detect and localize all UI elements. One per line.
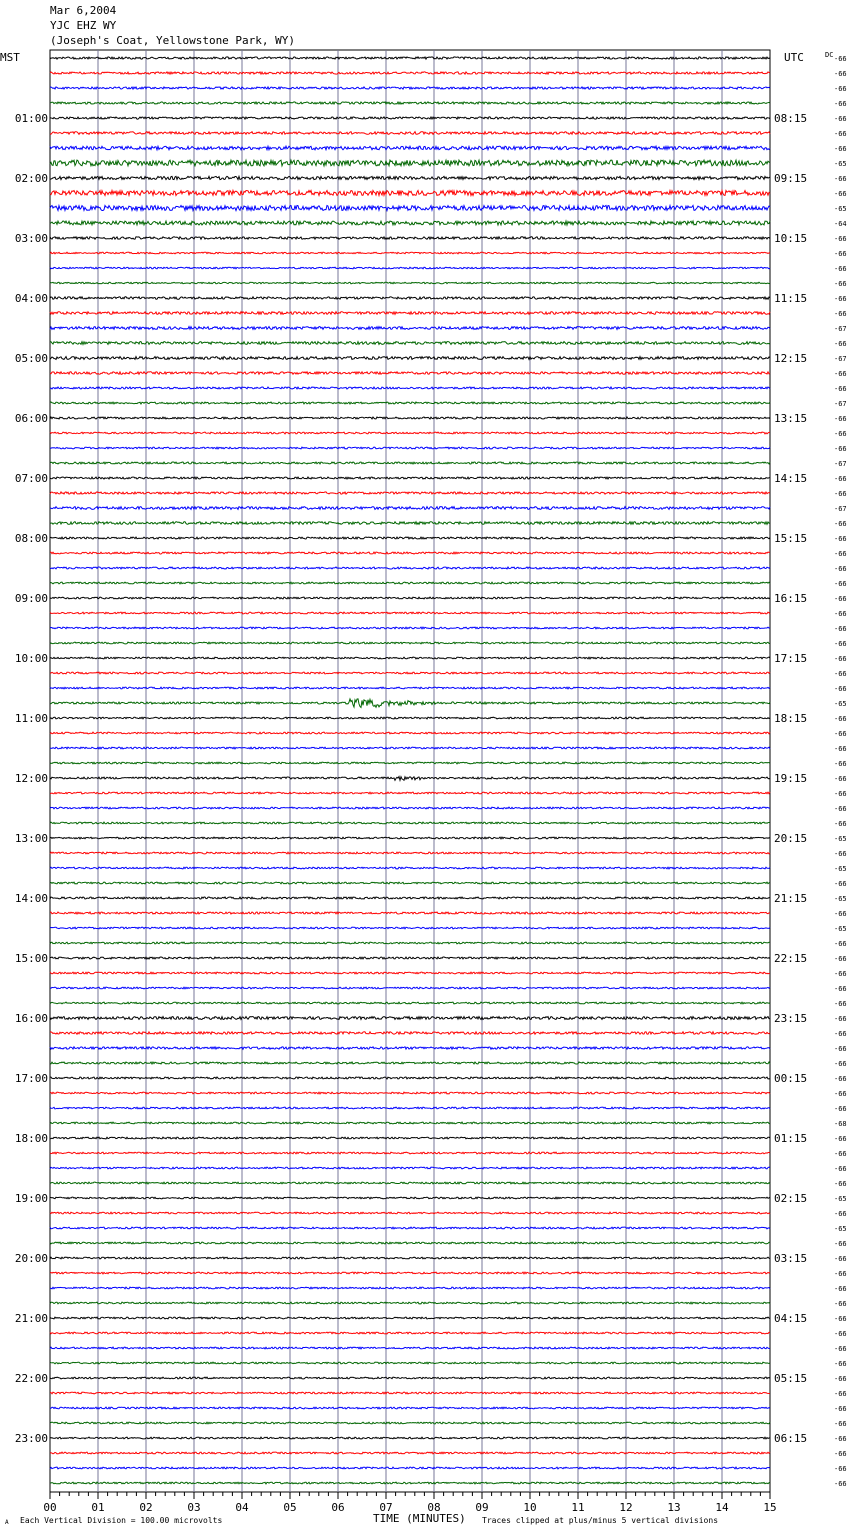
utc-hour-label: 22:15	[774, 952, 808, 965]
dc-value-label: -66	[834, 385, 847, 393]
seismic-trace	[50, 717, 770, 719]
seismic-trace	[50, 1077, 770, 1079]
dc-value-label: -66	[834, 535, 847, 543]
dc-value-label: -66	[834, 340, 847, 348]
utc-axis-label: UTC	[784, 51, 804, 64]
utc-hour-label: 23:15	[774, 1012, 808, 1025]
mst-hour-label: 18:00	[14, 1132, 48, 1145]
dc-value-label: -66	[834, 1315, 847, 1323]
dc-value-label: -66	[834, 580, 847, 588]
dc-value-label: -66	[834, 1345, 847, 1353]
seismic-trace	[50, 1257, 770, 1259]
seismic-trace	[50, 417, 770, 419]
seismic-trace	[50, 372, 770, 374]
dc-value-label: -66	[834, 1330, 847, 1338]
mst-hour-label: 09:00	[14, 592, 48, 605]
seismic-trace	[50, 687, 770, 689]
dc-value-label: -66	[834, 310, 847, 318]
x-axis-title: TIME (MINUTES)	[373, 1512, 466, 1525]
utc-hour-label: 19:15	[774, 772, 808, 785]
dc-value-label: -66	[834, 610, 847, 618]
mst-hour-label: 06:00	[14, 412, 48, 425]
dc-value-label: -66	[834, 1030, 847, 1038]
utc-hour-label: 09:15	[774, 172, 808, 185]
utc-hour-label: 20:15	[774, 832, 808, 845]
dc-value-label: -66	[834, 1420, 847, 1428]
mst-hour-label: 17:00	[14, 1072, 48, 1085]
seismic-trace	[50, 1107, 770, 1109]
utc-hour-label: 10:15	[774, 232, 808, 245]
seismic-trace	[50, 1062, 770, 1064]
seismic-trace	[50, 1002, 770, 1004]
seismic-trace	[50, 206, 770, 211]
dc-value-label: -66	[834, 850, 847, 858]
dc-value-label: -66	[834, 970, 847, 978]
seismic-trace	[50, 1272, 770, 1274]
mst-hour-label: 22:00	[14, 1372, 48, 1385]
dc-value-label: -66	[834, 280, 847, 288]
dc-value-label: -66	[834, 625, 847, 633]
seismic-trace	[50, 160, 770, 166]
dc-value-label: -66	[834, 1390, 847, 1398]
dc-value-label: -66	[834, 805, 847, 813]
dc-value-label: -66	[834, 1045, 847, 1053]
seismic-trace	[50, 537, 770, 539]
dc-value-label: -66	[834, 1435, 847, 1443]
utc-hour-label: 01:15	[774, 1132, 808, 1145]
x-tick-label: 15	[763, 1501, 777, 1514]
seismic-trace	[50, 221, 770, 225]
seismic-trace	[50, 582, 770, 584]
mst-hour-label: 15:00	[14, 952, 48, 965]
seismic-trace	[50, 1167, 770, 1169]
mst-hour-label: 14:00	[14, 892, 48, 905]
clip-note: Traces clipped at plus/minus 5 vertical divisions	[482, 1516, 719, 1525]
dc-value-label: -66	[834, 595, 847, 603]
seismic-trace	[50, 1377, 770, 1379]
dc-value-label: -67	[834, 325, 847, 333]
seismic-trace	[50, 1197, 770, 1199]
seismic-trace	[50, 72, 770, 74]
seismic-trace	[50, 1032, 770, 1034]
dc-value-label: -66	[834, 370, 847, 378]
seismic-trace	[50, 432, 770, 434]
mst-hour-label: 23:00	[14, 1432, 48, 1445]
seismic-trace	[50, 447, 770, 449]
seismic-trace	[50, 1392, 770, 1394]
dc-value-label: -66	[834, 115, 847, 123]
seismic-trace	[50, 1332, 770, 1334]
dc-value-label: -66	[834, 790, 847, 798]
mst-hour-label: 04:00	[14, 292, 48, 305]
seismic-trace	[50, 822, 770, 824]
seismic-trace	[50, 837, 770, 839]
dc-value-label: -66	[834, 1450, 847, 1458]
seismic-trace	[50, 57, 770, 59]
dc-value-label: -66	[834, 1060, 847, 1068]
seismic-trace	[50, 957, 770, 959]
dc-value-label: -65	[834, 1195, 847, 1203]
seismic-trace	[50, 477, 770, 479]
dc-value-label: -66	[834, 1255, 847, 1263]
dc-value-label: -66	[834, 565, 847, 573]
utc-hour-label: 17:15	[774, 652, 808, 665]
dc-value-label: -66	[834, 1465, 847, 1473]
seismic-trace	[50, 642, 770, 644]
seismic-trace	[50, 1437, 770, 1439]
dc-value-label: -66	[834, 1015, 847, 1023]
seismic-trace	[50, 792, 770, 794]
dc-value-label: -66	[834, 655, 847, 663]
seismic-trace	[50, 672, 770, 674]
mst-hour-label: 05:00	[14, 352, 48, 365]
seismic-trace	[50, 807, 770, 809]
dc-value-label: -66	[834, 715, 847, 723]
seismic-trace	[50, 402, 770, 404]
dc-value-label: -66	[834, 880, 847, 888]
seismic-trace	[50, 597, 770, 599]
dc-value-label: -66	[834, 1000, 847, 1008]
seismic-trace	[50, 552, 770, 554]
seismic-trace	[50, 942, 770, 944]
mst-hour-label: 16:00	[14, 1012, 48, 1025]
dc-value-label: -66	[834, 1090, 847, 1098]
header-station: YJC EHZ WY	[50, 19, 117, 32]
dc-value-label: -66	[834, 235, 847, 243]
mst-hour-label: 12:00	[14, 772, 48, 785]
x-tick-label: 04	[235, 1501, 249, 1514]
seismic-trace	[50, 927, 770, 929]
seismic-trace	[50, 987, 770, 989]
seismic-trace	[50, 1227, 770, 1229]
seismic-trace	[50, 1347, 770, 1349]
mst-hour-label: 03:00	[14, 232, 48, 245]
dc-value-label: -66	[834, 745, 847, 753]
x-tick-label: 07	[379, 1501, 393, 1514]
dc-value-label: -66	[834, 1270, 847, 1278]
x-tick-label: 09	[475, 1501, 489, 1514]
dc-value-label: -66	[834, 1105, 847, 1113]
seismic-trace	[50, 867, 770, 869]
seismic-trace	[50, 777, 770, 781]
mst-hour-label: 13:00	[14, 832, 48, 845]
dc-value-label: -66	[834, 55, 847, 63]
seismic-trace	[50, 1092, 770, 1094]
mst-axis-label: MST	[0, 51, 20, 64]
dc-value-label: -66	[834, 430, 847, 438]
mst-hour-label: 01:00	[14, 112, 48, 125]
seismic-trace	[50, 1182, 770, 1184]
dc-value-label: -66	[834, 775, 847, 783]
seismic-trace	[50, 1407, 770, 1409]
seismic-trace	[50, 327, 770, 330]
dc-value-label: -66	[834, 730, 847, 738]
x-tick-label: 13	[667, 1501, 681, 1514]
seismic-trace	[50, 312, 770, 315]
seismic-trace	[50, 522, 770, 525]
dc-value-label: -66	[834, 1240, 847, 1248]
dc-value-label: -66	[834, 955, 847, 963]
seismic-trace	[50, 852, 770, 854]
dc-value-label: -66	[834, 175, 847, 183]
utc-hour-label: 03:15	[774, 1252, 808, 1265]
mst-hour-label: 08:00	[14, 532, 48, 545]
dc-value-label: -67	[834, 400, 847, 408]
seismic-trace	[50, 882, 770, 884]
seismic-trace	[50, 1047, 770, 1049]
seismic-trace	[50, 252, 770, 254]
seismic-trace	[50, 1242, 770, 1244]
dc-value-label: -66	[834, 550, 847, 558]
dc-value-label: -66	[834, 70, 847, 78]
mst-hour-label: 11:00	[14, 712, 48, 725]
seismic-trace	[50, 627, 770, 629]
x-tick-label: 12	[619, 1501, 633, 1514]
dc-value-label: -66	[834, 1075, 847, 1083]
seismic-trace	[50, 387, 770, 389]
seismic-trace	[50, 1302, 770, 1304]
dc-value-label: -66	[834, 760, 847, 768]
x-tick-label: 00	[43, 1501, 57, 1514]
utc-hour-label: 00:15	[774, 1072, 808, 1085]
seismic-trace	[50, 1287, 770, 1289]
x-tick-label: 02	[139, 1501, 153, 1514]
dc-value-label: -66	[834, 265, 847, 273]
seismic-trace	[50, 1317, 770, 1319]
utc-hour-label: 11:15	[774, 292, 808, 305]
seismic-trace	[50, 912, 770, 914]
mst-hour-label: 10:00	[14, 652, 48, 665]
seismic-trace	[50, 267, 770, 269]
dc-value-label: -66	[834, 1165, 847, 1173]
header-location: (Joseph's Coat, Yellowstone Park, WY)	[50, 34, 296, 47]
seismic-trace	[50, 117, 770, 119]
dc-value-label: -66	[834, 295, 847, 303]
plot-frame	[50, 50, 770, 1492]
dc-value-label: -65	[834, 925, 847, 933]
seismic-trace	[50, 612, 770, 614]
dc-value-label: -65	[834, 1225, 847, 1233]
seismic-trace	[50, 507, 770, 510]
dc-value-label: -66	[834, 1180, 847, 1188]
seismic-trace	[50, 1212, 770, 1214]
seismic-trace	[50, 762, 770, 764]
header-date: Mar 6,2004	[50, 4, 117, 17]
dc-value-label: -66	[834, 685, 847, 693]
seismic-trace	[50, 132, 770, 135]
seismic-trace	[50, 747, 770, 749]
dc-value-label: -66	[834, 445, 847, 453]
mst-hour-label: 21:00	[14, 1312, 48, 1325]
dc-value-label: -68	[834, 1120, 847, 1128]
seismic-trace	[50, 1452, 770, 1454]
seismic-trace	[50, 342, 770, 345]
seismic-trace	[50, 191, 770, 196]
dc-value-label: -66	[834, 475, 847, 483]
dc-value-label: -66	[834, 820, 847, 828]
dc-value-label: -65	[834, 700, 847, 708]
dc-value-label: -66	[834, 1360, 847, 1368]
utc-hour-label: 16:15	[774, 592, 808, 605]
dc-value-label: -65	[834, 205, 847, 213]
dc-value-label: -66	[834, 910, 847, 918]
seismic-trace	[50, 237, 770, 239]
dc-value-label: -66	[834, 1285, 847, 1293]
mst-hour-label: 19:00	[14, 1192, 48, 1205]
utc-hour-label: 13:15	[774, 412, 808, 425]
dc-value-label: -65	[834, 865, 847, 873]
corner-mark: A	[5, 1519, 9, 1526]
seismic-trace	[50, 1422, 770, 1424]
mst-hour-label: 20:00	[14, 1252, 48, 1265]
seismic-trace	[50, 176, 770, 179]
seismic-trace	[50, 699, 770, 708]
utc-hour-label: 12:15	[774, 352, 808, 365]
x-tick-label: 06	[331, 1501, 345, 1514]
seismic-trace	[50, 1017, 770, 1020]
dc-value-label: -66	[834, 640, 847, 648]
dc-value-label: -66	[834, 940, 847, 948]
mst-hour-label: 02:00	[14, 172, 48, 185]
seismic-trace	[50, 282, 770, 284]
utc-hour-label: 04:15	[774, 1312, 808, 1325]
seismic-trace	[50, 657, 770, 659]
dc-value-label: -67	[834, 505, 847, 513]
dc-value-label: -66	[834, 520, 847, 528]
x-tick-label: 10	[523, 1501, 537, 1514]
seismic-trace	[50, 1137, 770, 1139]
dc-value-label: -66	[834, 1135, 847, 1143]
dc-value-label: -65	[834, 835, 847, 843]
seismic-trace	[50, 297, 770, 299]
seismic-trace	[50, 972, 770, 974]
dc-value-label: -66	[834, 1300, 847, 1308]
seismic-trace	[50, 567, 770, 569]
dc-value-label: -66	[834, 490, 847, 498]
x-tick-label: 14	[715, 1501, 729, 1514]
utc-hour-label: 06:15	[774, 1432, 808, 1445]
seismic-trace	[50, 102, 770, 104]
x-tick-label: 03	[187, 1501, 201, 1514]
dc-value-label: -64	[834, 220, 847, 228]
dc-value-label: -65	[834, 160, 847, 168]
mst-hour-label: 07:00	[14, 472, 48, 485]
x-tick-label: 08	[427, 1501, 441, 1514]
dc-value-label: -66	[834, 190, 847, 198]
seismic-trace	[50, 357, 770, 360]
seismic-trace	[50, 1482, 770, 1484]
dc-value-label: -66	[834, 985, 847, 993]
dc-value-label: -67	[834, 355, 847, 363]
dc-header-label: DC	[825, 51, 834, 59]
seismic-trace	[50, 1362, 770, 1364]
seismic-trace	[50, 1467, 770, 1469]
utc-hour-label: 02:15	[774, 1192, 808, 1205]
utc-hour-label: 08:15	[774, 112, 808, 125]
dc-value-label: -66	[834, 1375, 847, 1383]
dc-value-label: -66	[834, 1210, 847, 1218]
seismic-trace	[50, 87, 770, 89]
seismic-trace	[50, 462, 770, 464]
dc-value-label: -66	[834, 670, 847, 678]
seismic-trace	[50, 1152, 770, 1154]
utc-hour-label: 18:15	[774, 712, 808, 725]
dc-value-label: -66	[834, 100, 847, 108]
seismic-trace	[50, 146, 770, 150]
seismic-trace	[50, 1122, 770, 1124]
seismic-trace	[50, 897, 770, 899]
seismic-trace	[50, 732, 770, 734]
dc-value-label: -66	[834, 1405, 847, 1413]
dc-value-label: -66	[834, 145, 847, 153]
utc-hour-label: 05:15	[774, 1372, 808, 1385]
x-tick-label: 05	[283, 1501, 297, 1514]
utc-hour-label: 14:15	[774, 472, 808, 485]
scale-note: Each Vertical Division = 100.00 microvolts	[20, 1516, 223, 1525]
dc-value-label: -65	[834, 895, 847, 903]
dc-value-label: -66	[834, 250, 847, 258]
x-tick-label: 01	[91, 1501, 105, 1514]
dc-value-label: -66	[834, 1480, 847, 1488]
dc-value-label: -67	[834, 460, 847, 468]
utc-hour-label: 15:15	[774, 532, 808, 545]
dc-value-label: -66	[834, 130, 847, 138]
dc-value-label: -66	[834, 1150, 847, 1158]
utc-hour-label: 21:15	[774, 892, 808, 905]
seismic-trace	[50, 492, 770, 494]
dc-value-label: -66	[834, 85, 847, 93]
x-tick-label: 11	[571, 1501, 585, 1514]
dc-value-label: -66	[834, 415, 847, 423]
